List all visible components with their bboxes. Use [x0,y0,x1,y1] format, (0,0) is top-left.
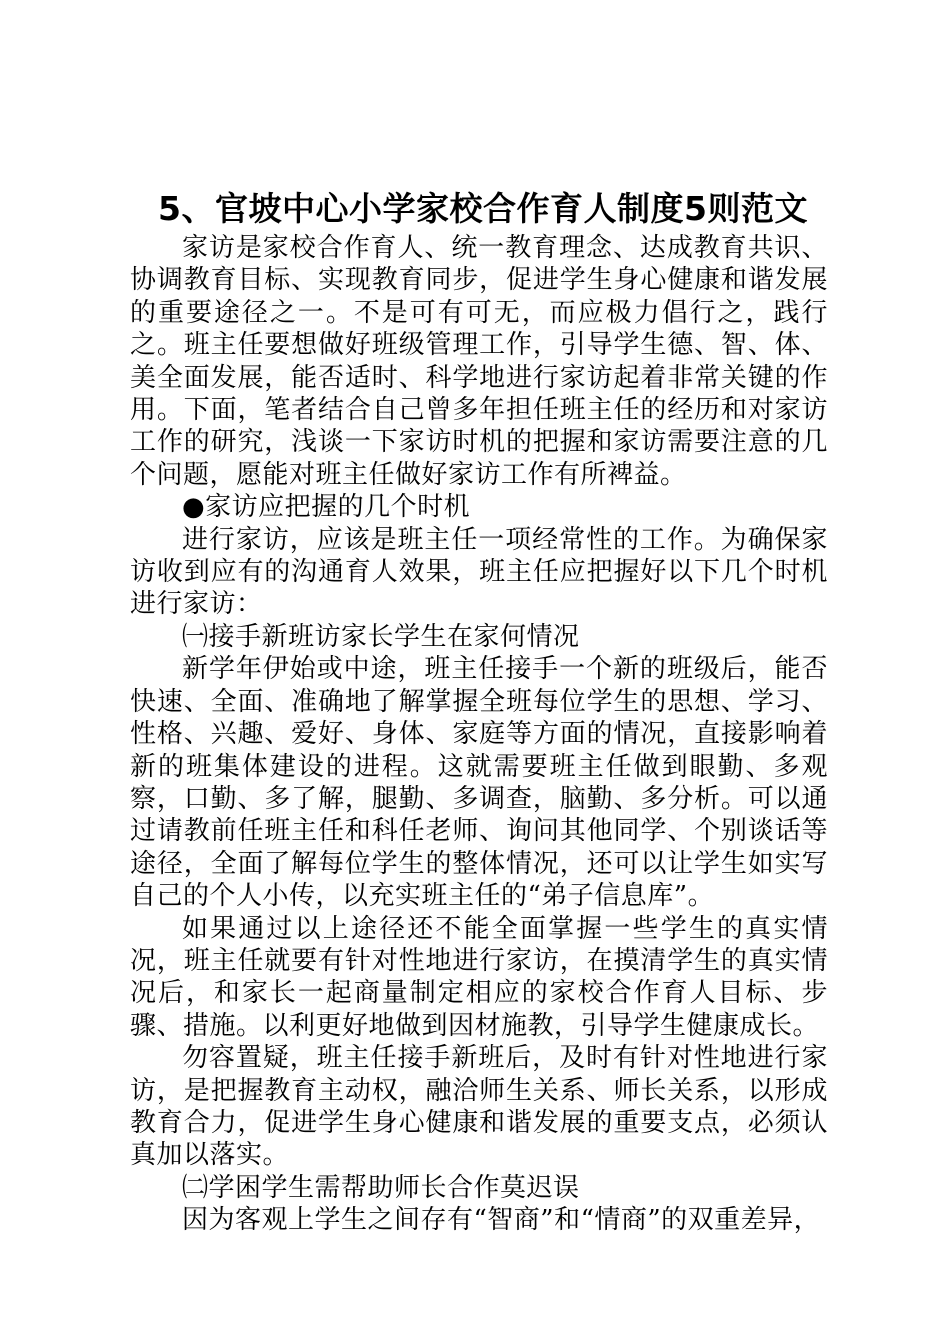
subheading-struggling-students: ㈡学困学生需帮助师长合作莫迟误 [182,1172,580,1203]
paragraph-new-class-details: 新学年伊始或中途，班主任接手一个新的班级后，能否快速、全面、准确地了解掌握全班每位学生的思想、学习、性格、兴趣、爱好、身体、家庭等方面的情况，直接影响着新的班集体建设的进程。这就需要班主任做到眼勤、多观察，口勤、多了解，腿勤、多调查，脑勤、多分析。可以通过请教前任班主任和科任老师、询问其他同学、个别谈话等途径，全面了解每位学生的整体情况，还可以让学生如实写自己的个人小传，以充实班主任的“弟子信息库”。 [130,654,828,912]
paragraph-visit-routine: 进行家访，应该是班主任一项经常性的工作。为确保家访收到应有的沟通育人效果，班主任应把握好以下几个时机进行家访： [130,524,828,620]
paragraph-struggling-students: 因为客观上学生之间存有“智商”和“情商”的双重差异， [182,1205,821,1236]
document-page [130,186,828,1237]
subheading-new-class: ㈠接手新班访家长学生在家何情况 [182,621,580,652]
paragraph-intro: 家访是家校合作育人、统一教育理念、达成教育共识、协调教育目标、实现教育同步，促进学生身心健康和谐发展的重要途径之一。不是可有可无，而应极力倡行之，践行之。班主任要想做好班级管理工作，引导学生德、智、体、美全面发展，能否适时、科学地进行家访起着非常关键的作用。下面，笔者结合自己曾多年担任班主任的经历和对家访工作的研究，浅谈一下家访时机的把握和家访需要注意的几个问题，愿能对班主任做好家访工作有所裨益。 [130,233,828,490]
section-heading-visit-timing: ●家访应把握的几个时机 [182,492,471,523]
paragraph-conclusion-new-class: 勿容置疑，班主任接手新班后，及时有针对性地进行家访，是把握教育主动权，融洽师生关系、师长关系，以形成教育合力，促进学生身心健康和谐发展的重要支点，必须认真加以落实。 [130,1043,828,1171]
paragraph-targeted-visit: 如果通过以上途径还不能全面掌握一些学生的真实情况，班主任就要有针对性地进行家访，在摸清学生的真实情况后，和家长一起商量制定相应的家校合作育人目标、步骤、措施。以利更好地做到因材施教，引导学生健康成长。 [130,913,828,1041]
document-title: 5、官坡中心小学家校合作育人制度5则范文 [158,189,808,228]
